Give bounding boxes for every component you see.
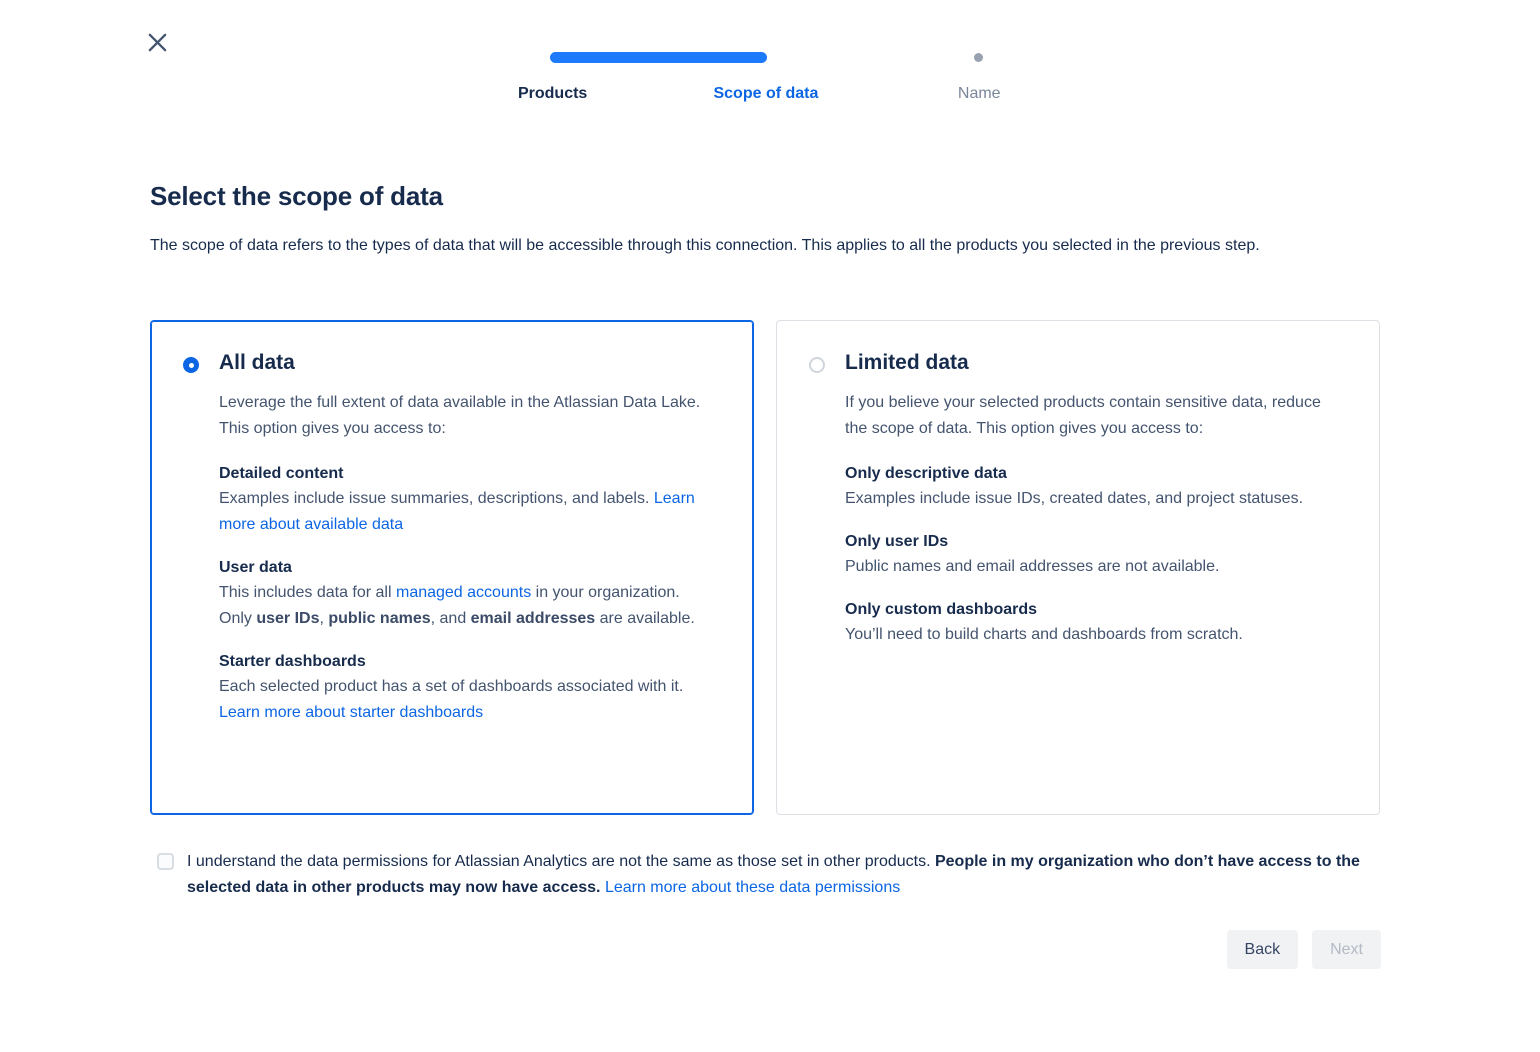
section-heading: Detailed content bbox=[219, 465, 344, 482]
text-segment: email addresses bbox=[470, 610, 596, 627]
section-body bbox=[845, 622, 1337, 648]
section-body bbox=[845, 554, 1337, 580]
section-body bbox=[219, 674, 711, 726]
learn-more-data-permissions-link[interactable]: Learn more about these data permissions bbox=[604, 879, 901, 896]
managed-accounts-link[interactable]: managed accounts bbox=[395, 584, 532, 601]
text-segment: user IDs bbox=[256, 610, 320, 627]
option-title: Limited data bbox=[845, 351, 969, 374]
option-section bbox=[219, 559, 711, 632]
option-title: All data bbox=[219, 351, 295, 374]
text-segment: , bbox=[319, 610, 329, 627]
text-segment: are available. bbox=[595, 610, 695, 627]
option-card-content bbox=[845, 351, 1337, 814]
page-description: The scope of data refers to the types of data that will be accessible through this connection. This applies to all the products you selected in the previous step. bbox=[150, 237, 1260, 254]
section-body bbox=[219, 580, 711, 632]
acknowledgement-row bbox=[157, 849, 1372, 901]
back-button[interactable]: Back bbox=[1227, 930, 1299, 969]
text-segment: in your organization. Only bbox=[219, 584, 680, 627]
text-segment: public names bbox=[328, 610, 431, 627]
step-name: Name bbox=[957, 85, 1001, 102]
section-heading: Starter dashboards bbox=[219, 653, 366, 670]
text-segment: People in my organization who don’t have access to the selected data in other products may now have access. bbox=[187, 853, 1360, 896]
text-segment: Examples include issue IDs, created dates, and project statuses. bbox=[845, 490, 1304, 507]
option-section bbox=[845, 601, 1337, 648]
learn-more-available-data-link[interactable]: Learn more about available data bbox=[219, 490, 695, 533]
radio-limited-data[interactable] bbox=[809, 357, 825, 373]
acknowledgement-text bbox=[187, 849, 1372, 901]
section-heading: Only user IDs bbox=[845, 533, 949, 550]
step-scope-of-data: Scope of data bbox=[713, 85, 819, 102]
option-section bbox=[219, 653, 711, 726]
option-card-all-data[interactable] bbox=[150, 320, 754, 815]
text-segment: , and bbox=[430, 610, 471, 627]
option-section bbox=[219, 465, 711, 538]
text-segment: Examples include issue summaries, descriptions, and labels. bbox=[219, 490, 654, 507]
option-card-limited-data[interactable] bbox=[776, 320, 1380, 815]
footer-actions bbox=[1227, 930, 1381, 969]
section-heading: Only descriptive data bbox=[845, 465, 1007, 482]
section-body bbox=[845, 486, 1337, 512]
text-segment: Public names and email addresses are not available. bbox=[845, 558, 1220, 575]
option-card-content bbox=[219, 351, 711, 814]
option-section bbox=[845, 465, 1337, 512]
text-segment: Each selected product has a set of dashboards associated with it. bbox=[219, 678, 684, 695]
acknowledge-checkbox[interactable] bbox=[157, 853, 174, 870]
section-heading: User data bbox=[219, 559, 292, 576]
text-segment: This includes data for all bbox=[219, 584, 396, 601]
progress-bar bbox=[550, 52, 767, 63]
upcoming-step-dot bbox=[974, 53, 983, 62]
learn-more-starter-dashboards-link[interactable]: Learn more about starter dashboards bbox=[219, 704, 484, 721]
option-intro: If you believe your selected products contain sensitive data, reduce the scope of data. This option gives you access to: bbox=[845, 394, 1321, 437]
section-heading: Only custom dashboards bbox=[845, 601, 1038, 618]
next-button[interactable]: Next bbox=[1312, 930, 1381, 969]
text-segment: I understand the data permissions for Atlassian Analytics are not the same as those set in other products. bbox=[187, 853, 935, 870]
close-icon bbox=[146, 31, 169, 54]
close-button[interactable] bbox=[141, 26, 173, 58]
step-products: Products bbox=[517, 85, 588, 102]
section-body bbox=[219, 486, 711, 538]
progress-stepper bbox=[446, 52, 1086, 108]
text-segment: You’ll need to build charts and dashboards from scratch. bbox=[845, 626, 1243, 643]
option-intro: Leverage the full extent of data available in the Atlassian Data Lake. This option gives you access to: bbox=[219, 394, 701, 437]
page-title: Select the scope of data bbox=[150, 181, 443, 211]
radio-all-data[interactable] bbox=[183, 357, 199, 373]
option-section bbox=[845, 533, 1337, 580]
scope-options bbox=[150, 320, 1380, 815]
